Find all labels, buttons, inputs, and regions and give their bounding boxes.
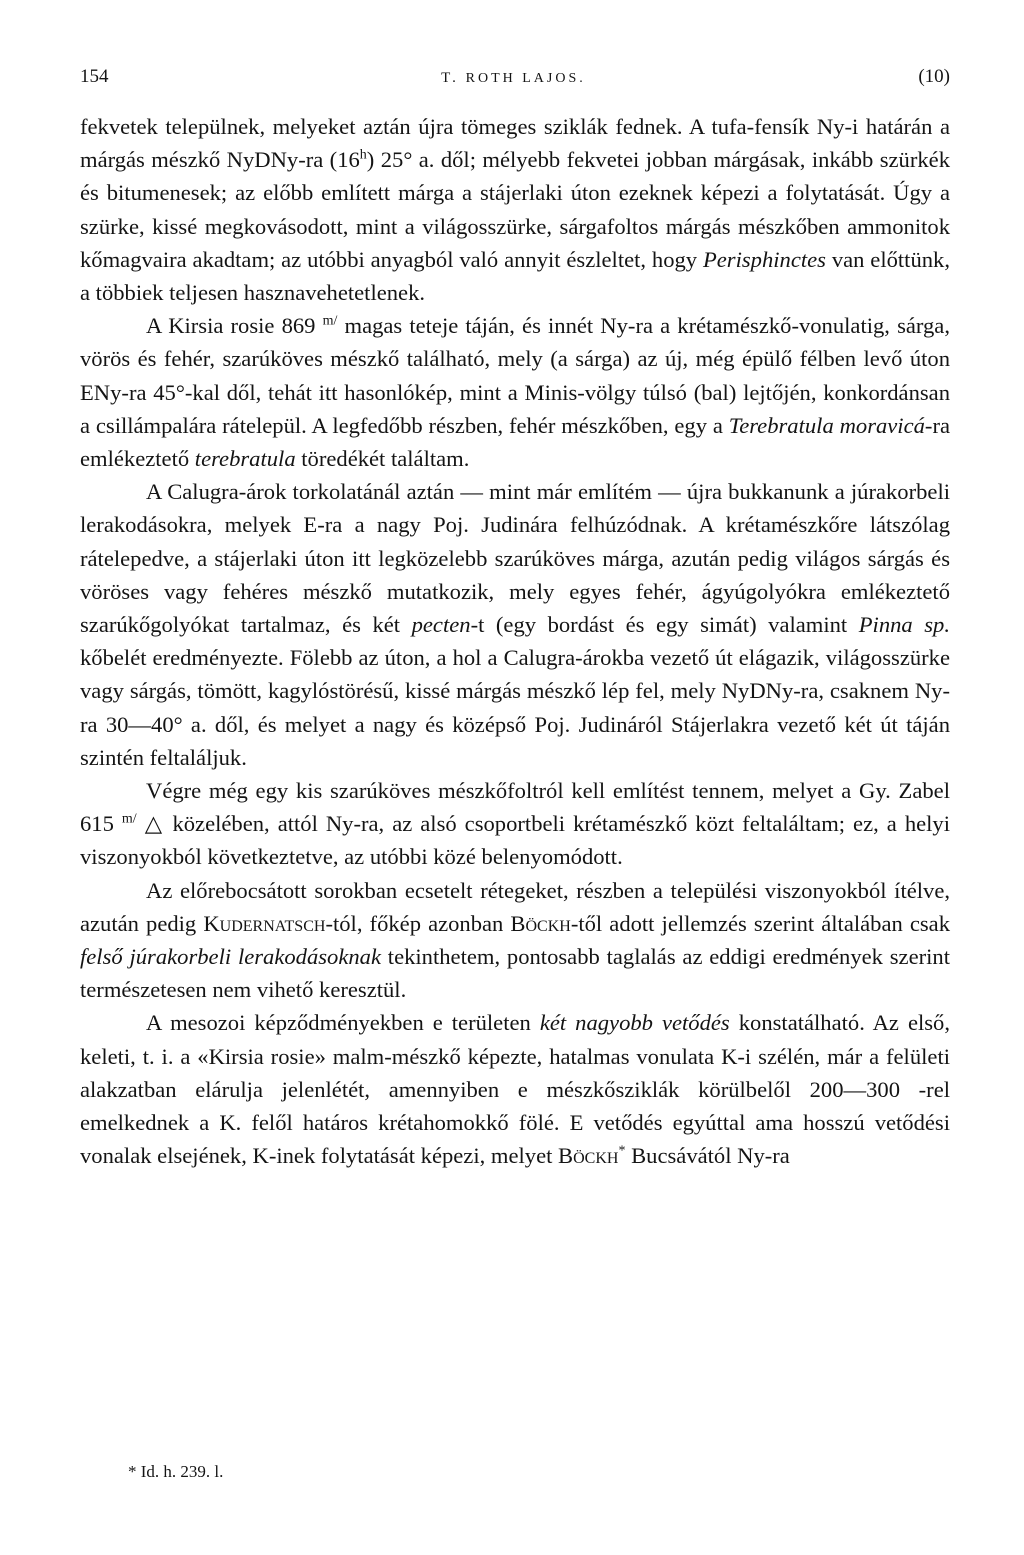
text-run: -től adott jellemzés szerint általában csak xyxy=(570,910,951,936)
paragraph-2 xyxy=(80,309,950,475)
text-run: tekinthetem, pontosabb taglalás az eddigi eredmények szerint természetesen nem vihető keresztül. xyxy=(80,944,950,1003)
emphasis: két nagyobb vetődés xyxy=(539,1010,730,1036)
author-initial: T. xyxy=(441,70,459,86)
author-reference: Böckh xyxy=(510,910,571,936)
paragraph-6 xyxy=(80,1006,950,1172)
paragraph-4 xyxy=(80,774,950,874)
text-run: A Calugra-árok torkolatánál aztán — mint már említém — újra bukkanunk a júrakorbeli lerakodásokra, melyek E-ra a nagy Poj. Judinára felhúzódnak. A krétamészkőre látszólag rátelepedve, a stájerlaki úton itt legközelebb szarúköves márga, azután pedig világos sárgás és vöröses vagy fehéres mészkő mutatkozik, mely egyes fehér, ágyúgolyókra emlékeztető szarúkőgolyókat tartalmaz, és két xyxy=(80,479,950,638)
text-run: -ra emlékeztető xyxy=(80,412,950,472)
taxon-name: pecten xyxy=(411,612,471,638)
text-run: -tól, főkép azonban xyxy=(325,910,511,936)
taxon-name: Terebratula moravicá xyxy=(728,412,925,438)
taxon-name: Perisphinctes xyxy=(702,246,826,272)
text-run: fekvetek települnek, melyeket aztán újra tömeges sziklák fednek. A tufa-fensík Ny-i határán a márgás mészkő NyDNy-ra (16 xyxy=(80,114,950,173)
footnote-text: Id. h. 239. l. xyxy=(140,1462,224,1481)
text-run: magas teteje táján, és innét Ny-ra a krétamészkő-vonulatig, sárga, vörös és fehér, szarúköves mészkő található, mely (a sárga) az új, még épülő félben levő úton ENy-ra 45°-kal dől, tehát itt hasonlókép, mint a Minis-völgy túlsó (bal) lejtőjén, konkordánsan a csillámpalára rátelepül. A legfedőbb részben, fehér mészkőben, egy a xyxy=(80,313,950,438)
author-reference: Böckh xyxy=(558,1143,619,1169)
superscript: h xyxy=(359,147,367,163)
page-number: 154 xyxy=(80,66,109,87)
triangulation-point-icon: △ xyxy=(144,811,165,837)
running-title xyxy=(441,70,586,87)
footnote-marker: * xyxy=(618,1143,626,1159)
text-run: A mesozoi képződményekben e területen xyxy=(146,1010,540,1036)
emphasis: felső júrakorbeli lerakodásoknak xyxy=(80,944,381,970)
text-run: töredékét találtam. xyxy=(295,446,470,472)
taxon-name: Pinna sp. xyxy=(858,612,950,638)
text-run: Az előrebocsátott sorokban ecsetelt rétegeket, részben a települési viszonyokból ítélve, azután pedig xyxy=(80,877,950,936)
paragraph-1 xyxy=(80,110,950,309)
text-run: konstatálható. Az első, keleti, t. i. a «Kirsia rosie» malm-mészkő képezte, hatalmas vonulata K-i szélén, már a felületi alakzatban elárulja jelenlétét, amennyiben e mészkősziklák körülbelől 200—300 -rel emelkednek a K. felől határos krétahomokkő fölé. E vetődés egyúttal ama hosszú vetődési vonalak elsejének, K-inek folytatását képezi, melyet xyxy=(80,1010,950,1169)
taxon-name: terebratula xyxy=(194,446,296,472)
text-run: közelében, attól Ny-ra, az alsó csoportbeli krétamészkő közt feltaláltam; ez, a helyi viszonyokból következtetve, az utóbbi közé belenyomódott. xyxy=(80,811,950,870)
text-run: Bucsávától Ny-ra xyxy=(625,1143,790,1169)
text-run: Végre még egy kis szarúköves mészkőfoltról kell említést tennem, melyet a Gy. Zabel 615 xyxy=(80,778,950,837)
body-text xyxy=(80,110,950,1173)
section-number: (10) xyxy=(918,66,950,87)
author-reference: Kudernatsch xyxy=(203,910,326,936)
text-run: kőbelét eredményezte. Fölebb az úton, a hol a Calugra-árokba vezető út elágazik, világosszürke vagy sárgás, tömött, kagylóstörésű, kissé márgás mészkő lép fel, mely NyDNy-ra, csaknem Ny-ra 30—40° a. dől, és melyet a nagy és középső Poj. Judináról Stájerlakra vezető két út táján szintén feltaláljuk. xyxy=(80,645,950,770)
unit-marker: m/ xyxy=(121,811,137,827)
document-page xyxy=(80,66,950,1173)
paragraph-5 xyxy=(80,874,950,1007)
text-run: ) 25° a. dől; mélyebb fekvetei jobban márgásak, inkább szürkék és bitumenesek; az előbb említett márga a stájerlaki úton ezeknek képezi a folytatását. Úgy a szürke, kissé megkovásodott, mint a világosszürke, sárgafoltos márgás mészkőben ammonitok kőmagvaira akadtam; az utóbbi anyagból való annyit észleltet, hogy xyxy=(80,147,950,272)
footnote xyxy=(128,1462,223,1482)
text-run: A Kirsia rosie 869 xyxy=(146,313,323,339)
unit-marker: m/ xyxy=(322,313,338,329)
author-name: ROTH LAJOS. xyxy=(465,71,586,86)
footnote-marker: * xyxy=(128,1462,137,1481)
text-run: -t (egy bordást és egy simát) valamint xyxy=(470,612,859,638)
paragraph-3 xyxy=(80,475,950,774)
text-run: van előttünk, a többiek teljesen hasznavehetetlenek. xyxy=(80,246,950,306)
running-header xyxy=(80,66,950,110)
